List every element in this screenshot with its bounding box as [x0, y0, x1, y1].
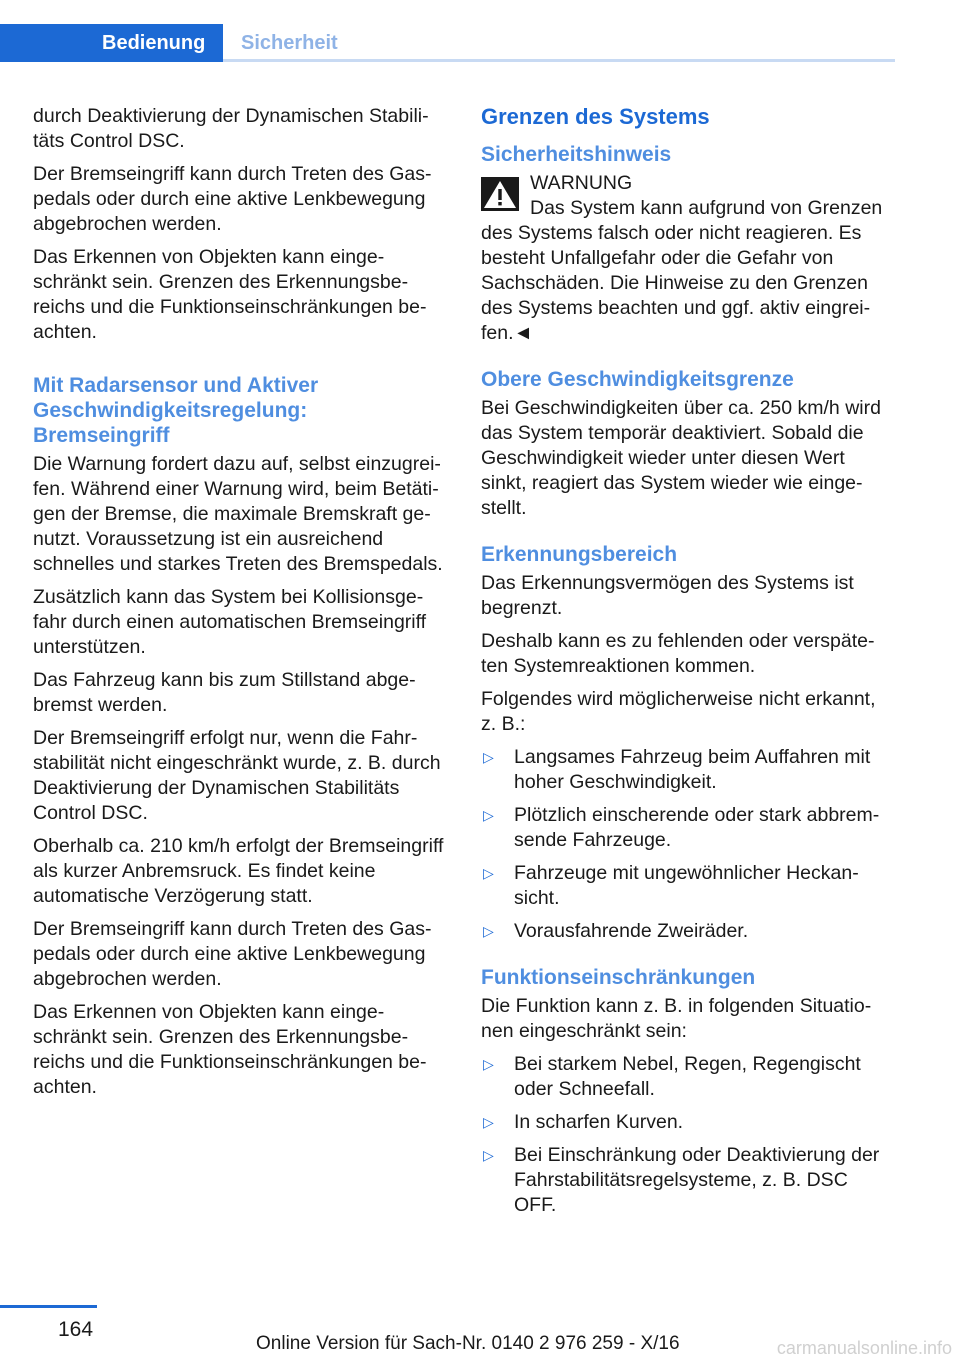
warning-triangle-icon — [481, 177, 519, 211]
list-item-text: In scharfen Kurven. — [514, 1111, 684, 1133]
section-heading-bremseingriff: Mit Radarsensor und Aktiver Geschwindigkeitsregelung: Bremseingriff — [33, 374, 319, 447]
list-item-text: Plötzlich einscherende oder stark abbremsende Fahrzeuge. — [514, 804, 880, 851]
section-heading-sicherheitshinweis: Sicherheitshinweis — [481, 143, 672, 166]
paragraph: Das Erkennen von Objekten kann eingeschränkt sein. Grenzen des Erkennungsbereichs und die Funktionseinschränkungen beachten. — [33, 246, 427, 343]
paragraph: Der Bremseingriff kann durch Treten des Gaspedals oder durch eine aktive Lenkbewegung abgebrochen werden. — [33, 918, 432, 990]
list-item — [481, 745, 893, 795]
list-item-text: Bei Einschränkung oder Deaktivierung der Fahrstabilitätsregelsysteme, z. B. DSC OFF. — [514, 1144, 880, 1216]
paragraph: Der Bremseingriff kann durch Treten des Gaspedals oder durch eine aktive Lenkbewegung abgebrochen werden. — [33, 163, 432, 235]
list-item — [481, 1110, 893, 1135]
triangle-bullet-icon: ▷ — [483, 1114, 494, 1130]
range-list — [481, 745, 893, 944]
left-column — [33, 104, 448, 1108]
section-heading-funktionseinschraenkungen: Funktionseinschränkungen — [481, 966, 756, 989]
list-item — [481, 861, 893, 911]
footer-accent-bar — [0, 1305, 97, 1308]
triangle-bullet-icon: ▷ — [483, 1147, 494, 1163]
func-list — [481, 1052, 893, 1218]
section-heading-geschwindigkeitsgrenze: Obere Geschwindigkeitsgrenze — [481, 368, 794, 391]
list-item-text: Bei starkem Nebel, Regen, Regengischt oder Schneefall. — [514, 1053, 861, 1100]
triangle-bullet-icon: ▷ — [483, 749, 494, 765]
triangle-bullet-icon: ▷ — [483, 865, 494, 881]
section-heading-erkennungsbereich: Erkennungsbereich — [481, 543, 678, 566]
watermark: carmanualsonline.info — [776, 1338, 952, 1358]
list-item — [481, 1143, 893, 1218]
warning-text: Das System kann aufgrund von Grenzen — [530, 197, 883, 219]
paragraph: Das Fahrzeug kann bis zum Stillstand abgebremst werden. — [33, 669, 416, 716]
tab-sicherheit[interactable]: Sicherheit — [241, 32, 338, 54]
list-item-text: Langsames Fahrzeug beim Auffahren mit hoher Geschwindigkeit. — [514, 746, 871, 793]
header-divider — [223, 59, 895, 62]
paragraph: Zusätzlich kann das System bei Kollisionsgefahr durch einen automatischen Bremseingriff unterstützen. — [33, 586, 427, 658]
header-tabbar — [0, 24, 895, 62]
footer-version-text: Online Version für Sach-Nr. 0140 2 976 259 - X/16 — [256, 1333, 680, 1354]
tab-bedienung[interactable]: Bedienung — [0, 24, 223, 62]
paragraph: Das Erkennungsvermögen des Systems ist begrenzt. — [481, 572, 854, 619]
paragraph: Deshalb kann es zu fehlenden oder verspäteten Systemreaktionen kommen. — [481, 630, 875, 677]
page-number: 164 — [58, 1318, 94, 1341]
paragraph: Die Funktion kann z. B. in folgenden Situationen eingeschränkt sein: — [481, 995, 872, 1042]
section-title-grenzen: Grenzen des Systems — [481, 104, 710, 129]
triangle-bullet-icon: ▷ — [483, 1056, 494, 1072]
list-item-text: Vorausfahrende Zweiräder. — [514, 920, 749, 942]
list-item — [481, 1052, 893, 1102]
paragraph: Das Erkennen von Objekten kann eingeschränkt sein. Grenzen des Erkennungsbereichs und die Funktionseinschränkungen beachten. — [33, 1001, 427, 1098]
list-item — [481, 919, 893, 944]
paragraph: Die Warnung fordert dazu auf, selbst einzugreifen. Während einer Warnung wird, beim Betätigen der Bremse, die maximale Bremskraft genutzt. Voraussetzung ist ein ausreichend schnelles und starkes Treten des Bremspedals. — [33, 453, 443, 575]
paragraph: Oberhalb ca. 210 km/h erfolgt der Bremseingriff als kurzer Anbremsruck. Es findet keine automatische Verzögerung statt. — [33, 835, 444, 907]
paragraph: Bei Geschwindigkeiten über ca. 250 km/h wird das System temporär deaktiviert. Sobald die Geschwindigkeit wieder unter diesen Wert sinkt, reagiert das System wieder wie eingestellt. — [481, 397, 881, 519]
warning-title: WARNUNG — [530, 172, 633, 194]
triangle-bullet-icon: ▷ — [483, 923, 494, 939]
paragraph: Folgendes wird möglicherweise nicht erkannt, z. B.: — [481, 688, 876, 735]
list-item — [481, 803, 893, 853]
paragraph: durch Deaktivierung der Dynamischen Stabilitäts Control DSC. — [33, 105, 429, 152]
paragraph: Der Bremseingriff erfolgt nur, wenn die Fahrstabilität nicht eingeschränkt wurde, z. B. durch Deaktivierung der Dynamischen Stabilitäts Control DSC. — [33, 727, 441, 824]
warning-text: des Systems falsch oder nicht reagieren. Es besteht Unfallgefahr oder die Gefahr von Sachschäden. Die Hinweise zu den Grenzen des Systems beachten und ggf. aktiv eingreifen.◄ — [481, 222, 871, 344]
triangle-bullet-icon: ▷ — [483, 807, 494, 823]
warning-box — [481, 171, 893, 346]
list-item-text: Fahrzeuge mit ungewöhnlicher Heckansicht. — [514, 862, 859, 909]
right-column — [481, 104, 893, 1226]
